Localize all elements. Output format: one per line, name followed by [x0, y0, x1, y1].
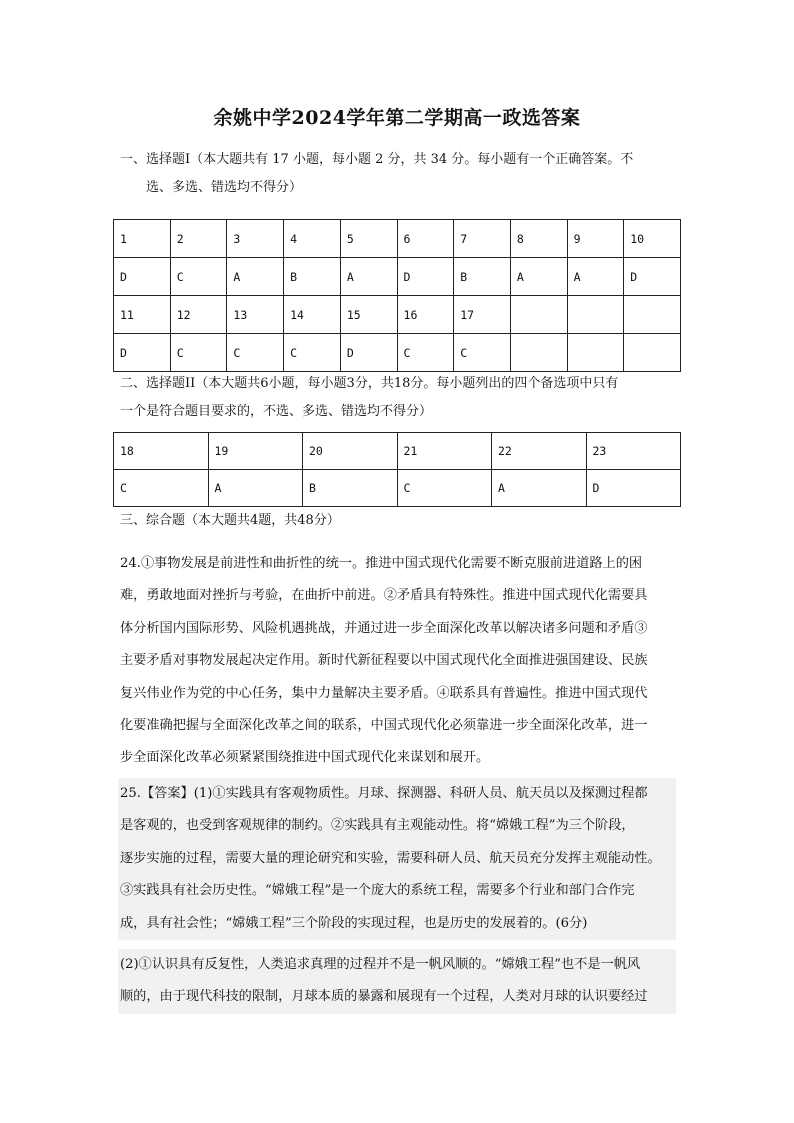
- table-cell: 3: [227, 220, 284, 258]
- table-cell: [624, 296, 681, 334]
- table-cell: [510, 296, 567, 334]
- table-cell: 11: [114, 296, 171, 334]
- table-cell: A: [510, 258, 567, 296]
- table-cell: 2: [170, 220, 227, 258]
- section-1-heading: [120, 146, 680, 202]
- table-cell: C: [397, 470, 492, 507]
- text-line: (2)①认识具有反复性，人类追求真理的过程并不是一帆风顺的。“嫦娥工程”也不是一帆风: [120, 957, 641, 972]
- section-2-heading: [120, 370, 680, 426]
- question-25-part-1-box: [118, 778, 676, 940]
- table-cell: 6: [397, 220, 454, 258]
- text-line: 25.【答案】(1)①实践具有客观物质性。月球、探测器、科研人员、航天员以及探测过程都: [120, 786, 648, 801]
- question-25-part-2: [118, 949, 678, 1014]
- table-cell: D: [624, 258, 681, 296]
- table-cell: [567, 334, 624, 372]
- answer-table-1: [113, 219, 681, 372]
- text-line: 24.①事物发展是前进性和曲折性的统一。推进中国式现代化需要不断克服前进道路上的困: [120, 556, 643, 571]
- table-cell: A: [227, 258, 284, 296]
- table-cell: 20: [303, 433, 398, 470]
- table-cell: 1: [114, 220, 171, 258]
- table-cell: C: [170, 258, 227, 296]
- section-2-heading-line1: 二、选择题II（本大题共6小题，每小题3分，共18分。每小题列出的四个备选项中只有: [120, 376, 619, 391]
- table-cell: 21: [397, 433, 492, 470]
- table-cell: 9: [567, 220, 624, 258]
- text-line: 复兴伟业作为党的中心任务，集中力量解决主要矛盾。④联系具有普遍性。推进中国式现代: [120, 685, 648, 701]
- table-cell: D: [586, 470, 681, 507]
- page-title: 余姚中学2024学年第二学期高一政选答案: [213, 107, 581, 129]
- table-cell: [624, 334, 681, 372]
- text-line: 化要准确把握与全面深化改革之间的联系，中国式现代化必须靠进一步全面深化改革，进一: [120, 718, 648, 734]
- table-cell: C: [170, 334, 227, 372]
- table-cell: 5: [340, 220, 397, 258]
- table-cell: 16: [397, 296, 454, 334]
- text-line: ③实践具有社会历史性。“嫦娥工程”是一个庞大的系统工程，需要多个行业和部门合作完: [120, 883, 635, 899]
- table-cell: [567, 296, 624, 334]
- question-24-answer: [120, 548, 676, 775]
- table-cell: 7: [454, 220, 511, 258]
- table-cell: D: [397, 258, 454, 296]
- table-cell: C: [454, 334, 511, 372]
- table-row: [114, 258, 681, 296]
- question-25-part-1: [118, 778, 678, 940]
- table-cell: 19: [208, 433, 303, 470]
- text-line: 难，勇敢地面对挫折与考验，在曲折中前进。②矛盾具有特殊性。推进中国式现代化需要具: [120, 588, 648, 604]
- table-cell: A: [567, 258, 624, 296]
- table-cell: 15: [340, 296, 397, 334]
- text-line: 步全面深化改革必须紧紧围绕推进中国式现代化来谋划和展开。: [120, 750, 490, 766]
- section-1-heading-line2: 选、多选、错选均不得分）: [146, 180, 303, 195]
- table-cell: 10: [624, 220, 681, 258]
- table-cell: B: [454, 258, 511, 296]
- table-cell: C: [227, 334, 284, 372]
- question-25-part-2-box: [118, 949, 676, 1014]
- table-cell: C: [397, 334, 454, 372]
- table-cell: 4: [284, 220, 341, 258]
- table-cell: 23: [586, 433, 681, 470]
- table-cell: D: [340, 334, 397, 372]
- table-cell: A: [492, 470, 587, 507]
- table-cell: C: [284, 334, 341, 372]
- table-cell: A: [208, 470, 303, 507]
- text-line: 成，具有社会性；“嫦娥工程”三个阶段的实现过程，也是历史的发展着的。(6分): [120, 915, 588, 931]
- table-cell: A: [340, 258, 397, 296]
- table-cell: B: [303, 470, 398, 507]
- text-line: 体分析国内国际形势、风险机遇挑战，并通过进一步全面深化改革以解决诸多问题和矛盾③: [120, 620, 648, 636]
- section-1-heading-line1: 一、选择题Ⅰ（本大题共有 17 小题，每小题 2 分，共 34 分。每小题有一个正确答案。不: [120, 152, 634, 167]
- answer-table-2: [113, 432, 681, 507]
- table-row: [114, 220, 681, 258]
- text-line: 主要矛盾对事物发展起决定作用。新时代新征程要以中国式现代化全面推进强国建设、民族: [120, 653, 648, 669]
- text-line: 逐步实施的过程，需要大量的理论研究和实验，需要科研人员、航天员充分发挥主观能动性。: [120, 850, 661, 866]
- text-line: 是客观的，也受到客观规律的制约。②实践具有主观能动性。将“嫦娥工程”为三个阶段，: [120, 818, 635, 834]
- table-cell: 8: [510, 220, 567, 258]
- table-cell: 13: [227, 296, 284, 334]
- table-row: [114, 334, 681, 372]
- table-cell: 18: [114, 433, 209, 470]
- table-cell: D: [114, 334, 171, 372]
- table-cell: 22: [492, 433, 587, 470]
- table-cell: 17: [454, 296, 511, 334]
- section-2-heading-line2: 一个是符合题目要求的，不选、多选、错选均不得分）: [120, 404, 433, 419]
- table-cell: 12: [170, 296, 227, 334]
- table-cell: B: [284, 258, 341, 296]
- table-row: [114, 470, 681, 507]
- table-row: [114, 433, 681, 470]
- table-cell: D: [114, 258, 171, 296]
- table-cell: C: [114, 470, 209, 507]
- text-line: 顺的，由于现代科技的限制，月球本质的暴露和展现有一个过程，人类对月球的认识要经过: [120, 989, 648, 1005]
- table-cell: [510, 334, 567, 372]
- table-row: [114, 296, 681, 334]
- section-3-heading: 三、综合题（本大题共4题，共48分）: [120, 513, 340, 528]
- table-cell: 14: [284, 296, 341, 334]
